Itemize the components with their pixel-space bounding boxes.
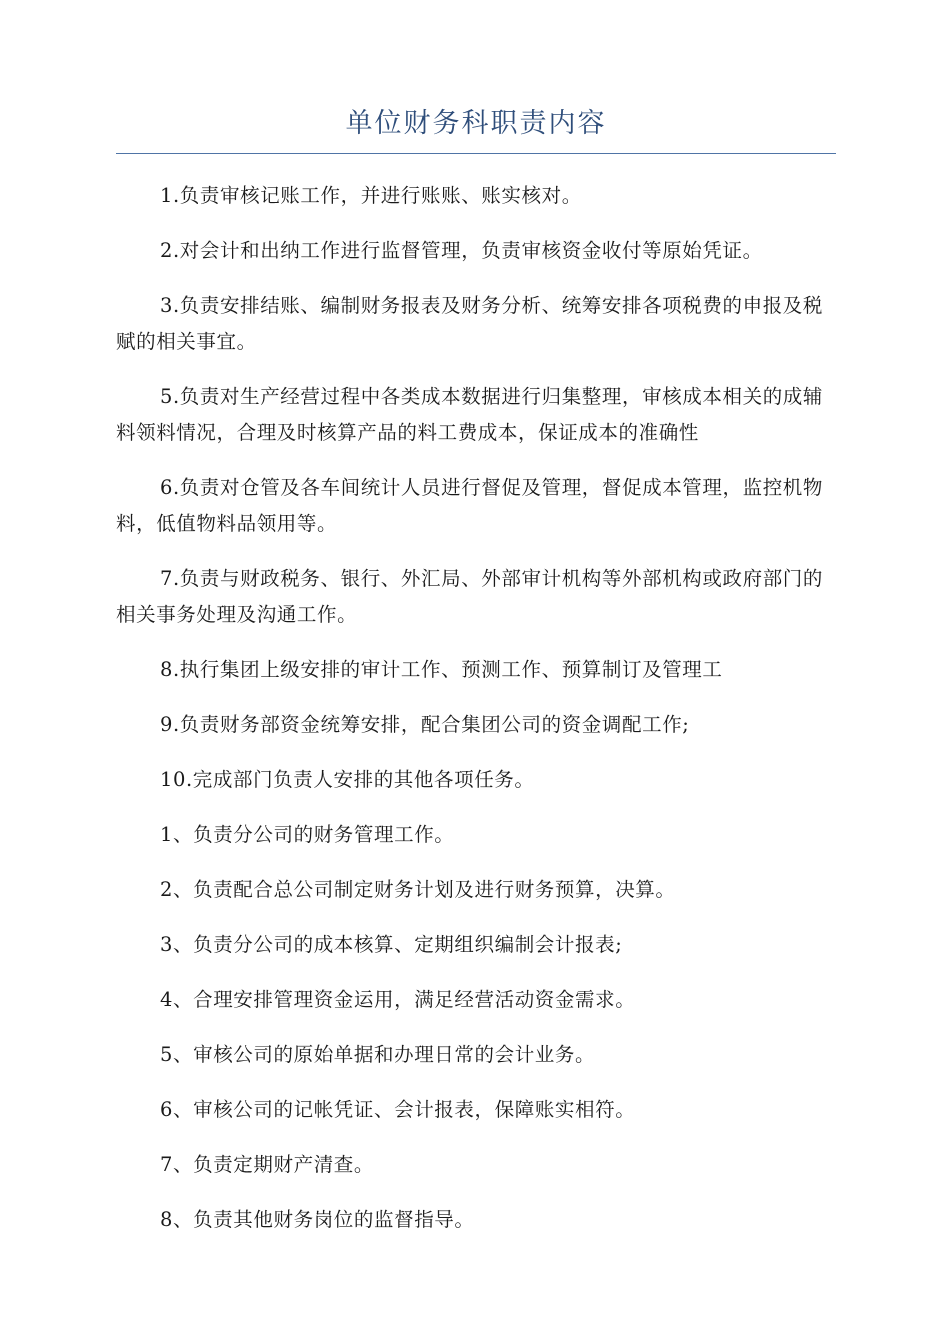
duty-item-1: 1.负责审核记账工作，并进行账账、账实核对。: [160, 184, 582, 207]
branch-duty-5: 5、审核公司的原始单据和办理日常的会计业务。: [160, 1043, 596, 1066]
branch-duty-1: 1、负责分公司的财务管理工作。: [160, 823, 455, 846]
document-body: [116, 178, 836, 1257]
duty-item-10: 10.完成部门负责人安排的其他各项任务。: [160, 768, 535, 791]
branch-duty-6: 6、审核公司的记帐凭证、会计报表，保障账实相符。: [160, 1098, 636, 1121]
branch-duty-4: 4、合理安排管理资金运用，满足经营活动资金需求。: [160, 988, 636, 1011]
duty-item-7: 7.负责与财政税务、银行、外汇局、外部审计机构等外部机构或政府部门的相关事务处理及沟通工作。: [116, 567, 824, 626]
duty-item-6: 6.负责对仓管及各车间统计人员进行督促及管理，督促成本管理，监控机物料，低值物料品领用等。: [116, 476, 824, 535]
branch-duty-3: 3、负责分公司的成本核算、定期组织编制会计报表;: [160, 933, 623, 956]
page-title: 单位财务科职责内容: [345, 108, 607, 139]
duty-item-3: 3.负责安排结账、编制财务报表及财务分析、统筹安排各项税费的申报及税赋的相关事宜。: [116, 294, 824, 353]
branch-duty-2: 2、负责配合总公司制定财务计划及进行财务预算，决算。: [160, 878, 676, 901]
duty-item-9: 9.负责财务部资金统筹安排，配合集团公司的资金调配工作;: [160, 713, 690, 736]
duty-item-2: 2.对会计和出纳工作进行监督管理，负责审核资金收付等原始凭证。: [160, 239, 763, 262]
title-underline: [116, 153, 836, 154]
duty-item-5: 5.负责对生产经营过程中各类成本数据进行归集整理，审核成本相关的成辅料领料情况，合理及时核算产品的料工费成本，保证成本的准确性: [116, 385, 824, 444]
branch-duty-7: 7、负责定期财产清查。: [160, 1153, 375, 1176]
duty-item-8: 8.执行集团上级安排的审计工作、预测工作、预算制订及管理工: [160, 658, 723, 681]
branch-duty-8: 8、负责其他财务岗位的监督指导。: [160, 1208, 475, 1231]
